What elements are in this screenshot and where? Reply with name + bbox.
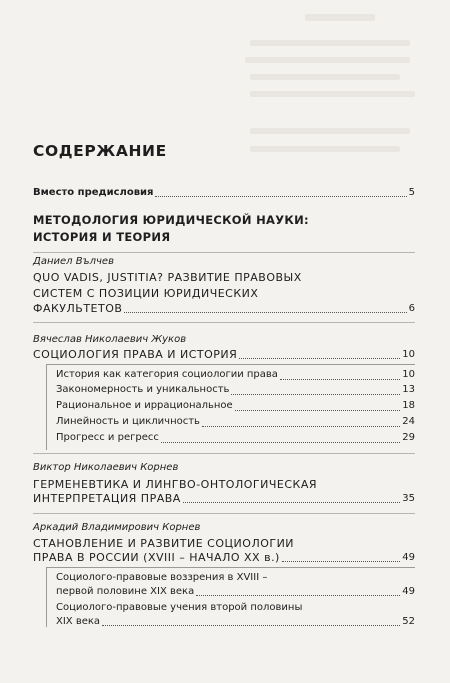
subsection-label: XIX века — [56, 616, 101, 627]
dot-leader — [183, 502, 400, 503]
toc-subsection — [56, 415, 415, 429]
dot-leader — [155, 196, 406, 197]
toc-preface — [33, 186, 415, 199]
toc-entry-last-line — [33, 551, 415, 564]
entry-divider — [33, 453, 415, 454]
dot-leader — [202, 426, 400, 427]
toc-entry-last-line — [33, 302, 415, 315]
subsection-label: первой половине XIX века — [56, 586, 195, 597]
bleed-through-mark — [250, 146, 400, 152]
bleed-through-mark — [305, 14, 375, 21]
subsection-page: 29 — [402, 432, 415, 443]
subsection-page: 49 — [402, 586, 415, 597]
subsection-page: 18 — [402, 400, 415, 411]
entry-title-line: QUO VADIS, JUSTITIA? РАЗВИТИЕ ПРАВОВЫХ — [33, 271, 302, 284]
dot-leader — [239, 358, 400, 359]
subsection-bracket — [46, 364, 415, 365]
entry-title-line: ИНТЕРПРЕТАЦИЯ ПРАВА — [33, 492, 181, 505]
subsection-label: Закономерность и уникальность — [56, 384, 230, 395]
subsection-label: Линейность и цикличность — [56, 416, 200, 427]
dot-leader — [235, 410, 401, 411]
dot-leader — [282, 561, 400, 562]
page-title: СОДЕРЖАНИЕ — [33, 142, 167, 160]
toc-subsection — [56, 399, 415, 413]
dot-leader — [196, 595, 400, 596]
subsection-label: История как категория социологии права — [56, 369, 278, 380]
dot-leader — [280, 379, 400, 380]
toc-subsection — [56, 601, 415, 628]
bleed-through-mark — [250, 128, 410, 134]
subsection-label: Социолого-правовые воззрения в XVIII – — [56, 572, 268, 583]
entry-title — [33, 536, 294, 552]
subsection-bracket — [46, 567, 47, 627]
toc-subsection — [56, 368, 415, 382]
bleed-through-mark — [250, 40, 410, 46]
entry-divider — [33, 252, 415, 253]
section-heading-line: ИСТОРИЯ И ТЕОРИЯ — [33, 230, 171, 244]
entry-page: 35 — [402, 493, 415, 504]
entry-title-line: СТАНОВЛЕНИЕ И РАЗВИТИЕ СОЦИОЛОГИИ — [33, 537, 295, 550]
dot-leader — [124, 312, 406, 313]
dot-leader — [231, 394, 400, 395]
entry-title-line: ФАКУЛЬТЕТОВ — [33, 302, 123, 315]
dot-leader — [102, 625, 400, 626]
entry-author: Даниел Вълчев — [33, 256, 114, 267]
subsection-bracket — [46, 567, 415, 568]
entry-title-line: ГЕРМЕНЕВТИКА И ЛИНГВО-ОНТОЛОГИЧЕСКАЯ — [33, 478, 317, 491]
entry-author: Вячеслав Николаевич Жуков — [33, 334, 187, 345]
subsection-label: Прогресс и регресс — [56, 432, 159, 443]
subsection-page: 24 — [402, 416, 415, 427]
toc-subsection — [56, 383, 415, 397]
toc-subsection-last-line — [56, 585, 415, 598]
toc-subsection-last-line — [56, 615, 415, 628]
entry-author: Аркадий Владимирович Корнев — [33, 522, 201, 533]
entry-divider — [33, 513, 415, 514]
toc-entry-title — [33, 348, 415, 361]
entry-title-line: СИСТЕМ С ПОЗИЦИИ ЮРИДИЧЕСКИХ — [33, 286, 259, 300]
entry-title-line: СОЦИОЛОГИЯ ПРАВА И ИСТОРИЯ — [33, 348, 238, 361]
subsection-label: Рациональное и иррациональное — [56, 400, 233, 411]
dot-leader — [161, 442, 400, 443]
entry-page: 6 — [408, 303, 415, 314]
section-heading — [33, 212, 309, 246]
bleed-through-mark — [250, 74, 400, 80]
entry-page: 49 — [402, 552, 415, 563]
entry-divider — [33, 322, 415, 323]
subsection-bracket — [46, 364, 47, 450]
entry-title — [33, 270, 302, 301]
subsection-page: 13 — [402, 384, 415, 395]
subsection-label: Социолого-правовые учения второй половины — [56, 602, 303, 613]
toc-subsection — [56, 431, 415, 445]
bleed-through-mark — [245, 57, 410, 63]
entry-title — [33, 477, 317, 493]
toc-subsection — [56, 571, 415, 598]
section-heading-line: МЕТОДОЛОГИЯ ЮРИДИЧЕСКОЙ НАУКИ: — [33, 213, 309, 227]
toc-preface-label: Вместо предисловия — [33, 187, 154, 198]
subsection-page: 52 — [402, 616, 415, 627]
subsection-page: 10 — [402, 369, 415, 380]
bleed-through-mark — [250, 91, 415, 97]
toc-preface-page: 5 — [408, 187, 415, 198]
entry-author: Виктор Николаевич Корнев — [33, 462, 179, 473]
entry-title-line: ПРАВА В РОССИИ (XVIII – НАЧАЛО XX в.) — [33, 551, 280, 564]
toc-entry-last-line — [33, 492, 415, 505]
entry-page: 10 — [402, 349, 415, 360]
